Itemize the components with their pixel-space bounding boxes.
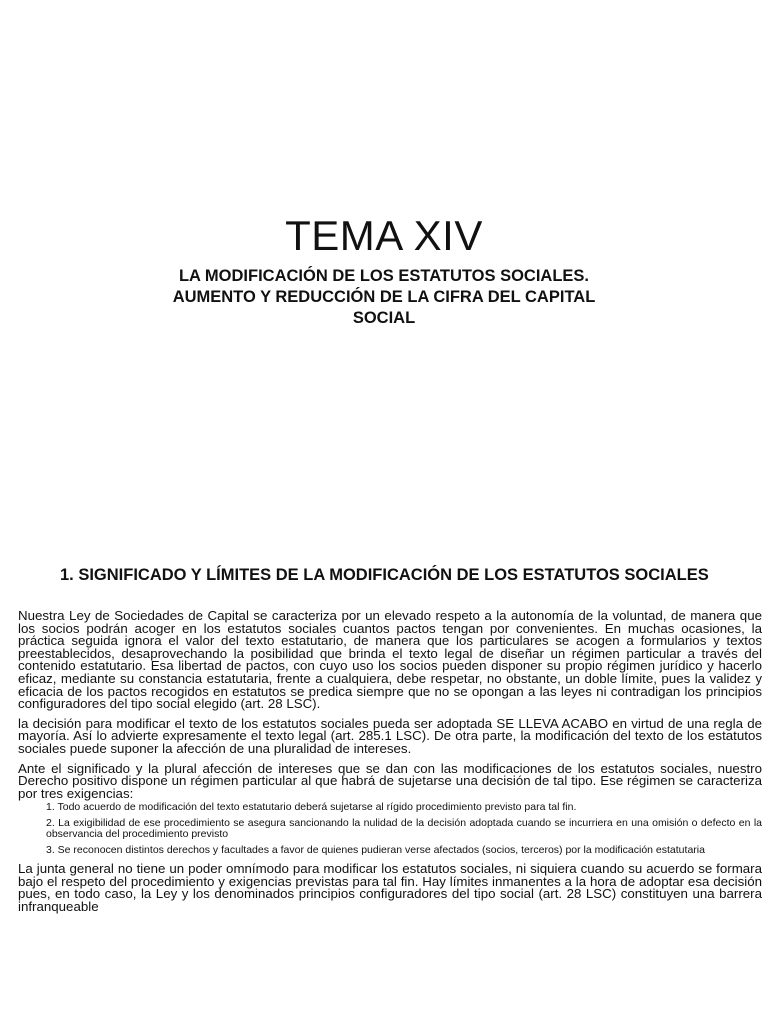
- chapter-subtitle: [120, 266, 648, 329]
- subtitle-line: LA MODIFICACIÓN DE LOS ESTATUTOS SOCIALES.: [178, 267, 590, 285]
- requirements-list: [18, 802, 762, 856]
- page-title: TEMA XIV: [285, 212, 483, 259]
- section-heading: 1. SIGNIFICADO Y LÍMITES DE LA MODIFICACIÓN DE LOS ESTATUTOS SOCIALES: [60, 566, 709, 584]
- body-paragraph: Nuestra Ley de Sociedades de Capital se caracteriza por un elevado respeto a la autonomía de la voluntad, de manera que los socios podrán acoger en los estatutos sociales cuantos pactos tengan por convenientes. En muchas ocasiones, la práctica seguida ignora el valor del texto estatutario, de manera que los particulares se acogen a formularios y textos preestablecidos, desaprovechando la posibilidad que brinda el texto legal de diseñar un régimen particular a través del contenido estatutario. Esa libertad de pactos, con cuyo uso los socios pueden disponer su propio régimen jurídico y hacerlo eficaz, mediante su constancia estatutaria, frente a cualquiera, debe respetar, no obstante, un doble límite, pues la validez y eficacia de los pactos recogidos en estatutos se predica siempre que no se opongan a las leyes ni contradigan los principios configuradores del tipo social elegido (art. 28 LSC).: [18, 608, 762, 712]
- subtitle-line: SOCIAL: [352, 309, 416, 327]
- list-item: 3. Se reconocen distintos derechos y facultades a favor de quienes pudieran verse afectados (socios, terceros) por la modificación estatutaria: [46, 843, 705, 856]
- list-item: 2. La exigibilidad de ese procedimiento se asegura sancionando la nulidad de la decisión adoptada cuando se incurriera en una omisión o defecto en la observancia del procedimiento previsto: [46, 816, 762, 841]
- subtitle-line: AUMENTO Y REDUCCIÓN DE LA CIFRA DEL CAPITAL: [172, 288, 596, 306]
- body-paragraph: la decisión para modificar el texto de los estatutos sociales pueda ser adoptada SE LLEVA ACABO en virtud de una regla de mayoría. Así lo advierte expresamente el texto legal (art. 285.1 LSC). De otra parte, la modificación del texto de los estatutos sociales puede suponer la afección de una pluralidad de intereses.: [18, 715, 762, 756]
- list-item: 1. Todo acuerdo de modificación del texto estatutario deberá sujetarse al rígido procedimiento previsto para tal fin.: [46, 801, 577, 814]
- body-paragraph: Ante el significado y la plural afección de intereses que se dan con las modificaciones de los estatutos sociales, nuestro Derecho positivo dispone un régimen particular al que habrá de sujetarse una decisión de tal tipo. Ese régimen se caracteriza por tres exigencias:: [18, 760, 762, 801]
- section-body: [18, 610, 762, 920]
- body-paragraph: La junta general no tiene un poder omnímodo para modificar los estatutos sociales, ni siquiera cuando su acuerdo se formara bajo el respeto del procedimiento y exigencias previstas para tal fin. Hay límites inmanentes a la hora de adoptar esa decisión pues, en todo caso, la Ley y los denominados principios configuradores del tipo social (art. 28 LSC) constituyen una barrera infranqueable: [18, 860, 762, 914]
